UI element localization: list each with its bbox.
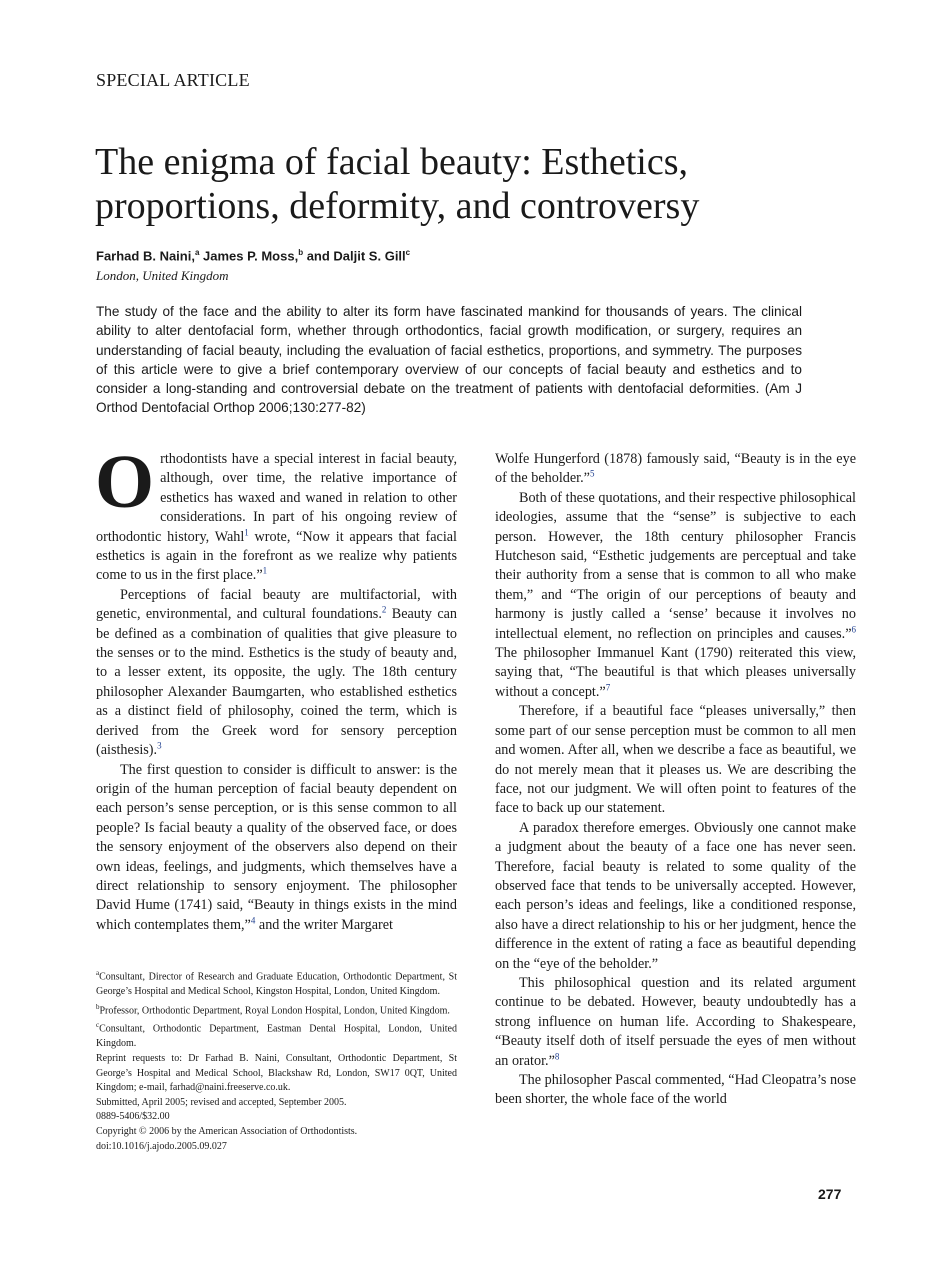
paragraph-text: wrote, “Now it appears that facial esthetics is again in the forefront as we realize why patients come to us in the first place.”: [96, 528, 457, 584]
paragraph-text: Perceptions of facial beauty are multifactorial, with genetic, environmental, and cultural foundations.: [96, 586, 457, 623]
footnote-affiliation-b: [96, 1000, 457, 1019]
paragraph-perceptions: [96, 586, 457, 761]
paragraph-first-question: [96, 761, 457, 936]
footnote-doi[interactable]: doi:10.1016/j.ajodo.2005.09.027: [96, 1140, 227, 1152]
drop-cap: O: [95, 440, 155, 524]
body-column-right: [495, 450, 856, 1110]
paragraph-continued: [495, 450, 856, 489]
paragraph-text: and the writer Margaret: [255, 916, 393, 933]
reference-link[interactable]: 5: [589, 468, 595, 479]
footnote-copyright: Copyright © 2006 by the American Association of Orthodontists.: [96, 1125, 358, 1137]
paragraph-text: The philosopher Immanuel Kant (1790) reiterated this view, saying that, “The beautiful is that which pleases universally without a concept.”: [495, 645, 856, 700]
author-naini: Farhad B. Naini,: [96, 248, 195, 264]
reference-link[interactable]: 1: [244, 526, 249, 537]
author-list: [96, 248, 410, 263]
footnote-text: Consultant, Director of Research and Graduate Education, Orthodontic Department, St George’s Hospital and Medical School, Kingston Hospital, London, United Kingdom.: [96, 971, 457, 997]
footnote-text: Professor, Orthodontic Department, Royal London Hospital, London, United Kingdom.: [99, 1004, 450, 1016]
paragraph-pascal: The philosopher Pascal commented, “Had Cleopatra’s nose been shorter, the whole face of the world: [495, 1072, 856, 1108]
footnote-submitted: Submitted, April 2005; revised and accepted, September 2005.: [96, 1096, 347, 1108]
footnote-affiliation-a: [96, 966, 457, 1000]
paragraph-quotations: [495, 489, 856, 702]
reference-link[interactable]: 3: [157, 740, 162, 751]
paragraph-text: This philosophical question and its related argument continue to be debated. However, beauty undoubtedly has a strong influence on human life. According to Shakespeare, “Beauty itself doth of itself persuade the eyes of men without an orator.”: [495, 974, 856, 1069]
abstract: The study of the face and the ability to alter its form have fascinated mankind for thousands of years. The clinical ability to alter dentofacial form, whether through orthodontics, facial growth modification, or surgery, requires an understanding of facial beauty, including the evaluation of facial esthetics, proportions, and symmetry. The purposes of this article were to give a brief contemporary overview of our concepts of facial beauty and esthetics and to consider a long-standing and controversial debate on the treatment of patients with dentofacial deformities. (Am J Orthod Dentofacial Orthop 2006;130:277-82): [96, 304, 802, 416]
article-title: The enigma of facial beauty: Esthetics, proportions, deformity, and controversy: [95, 141, 700, 227]
paragraph-text: Wolfe Hungerford (1878) famously said, “Beauty is in the eye of the beholder.”: [495, 451, 856, 487]
affiliation-mark-a: a: [194, 248, 200, 257]
author-moss: James P. Moss,: [199, 248, 299, 264]
reference-link[interactable]: 6: [851, 623, 856, 634]
reference-link[interactable]: 1: [262, 565, 268, 576]
body-column-left: [95, 440, 458, 935]
paragraph-text: Both of these quotations, and their respective philosophical ideologies, assume that the “sense” is subjective to each person. However, the 18th century philosopher Francis Hutcheson said, “Esthetic judgements are perceptual and take their authority from a sense that is common to all who make them,” and “The origin of our perceptions of beauty and harmony is justly called a ‘sense’ because it involves no intellectual element, no reflection on principles and causes.”: [495, 489, 856, 642]
reference-link[interactable]: 4: [250, 915, 256, 926]
paragraph-text: rthodontists have a special interest in facial beauty, although, over time, the relative importance of esthetics has waxed and waned in relation to other considerations. In part of his ongoing review of orthodontic history, Wahl: [96, 451, 457, 545]
footnote-mark: a: [96, 969, 100, 977]
reference-link[interactable]: 7: [605, 682, 611, 693]
footnote-reprint: Reprint requests to: Dr Farhad B. Naini, Consultant, Orthodontic Department, St George’s Hospital and Medical School, Blackshaw Rd, London, SW17 0QT, United Kingdom; e-mail, farhad@naini.freeserve.co.uk.: [96, 1052, 457, 1094]
reference-link[interactable]: 8: [554, 1050, 560, 1061]
footnote-mark: c: [96, 1021, 100, 1030]
page-number: 277: [818, 1186, 842, 1202]
affiliation-mark-c: c: [405, 248, 411, 257]
paragraph-intro: [95, 440, 457, 586]
paragraph-debate: [495, 974, 856, 1071]
footnotes: [96, 966, 457, 1154]
footnote-issn: 0889-5406/$32.00: [96, 1111, 170, 1123]
footnote-affiliation-c: [96, 1018, 457, 1052]
footnote-text: Consultant, Orthodontic Department, Eastman Dental Hospital, London, United Kingdom.: [96, 1023, 457, 1050]
paragraph-paradox: A paradox therefore emerges. Obviously one cannot make a judgment about the beauty of a face one has never seen. Therefore, facial beauty is related to some quality of the observed face that tends to be universally accepted. However, each person’s ideas and feelings, like a conditioned response, also have a direct relationship to his or her judgment, hence the difference in the extent of rating a face as beautiful depending on the “eye of the beholder.”: [495, 819, 856, 972]
affiliation-mark-b: b: [298, 248, 304, 257]
paragraph-text: Beauty can be defined as a combination of qualities that give pleasure to the senses or to the mind. Esthetics is the study of beauty and, to a lesser extent, its opposite, the ugly. The 18th century philosopher Alexander Baumgarten, who established esthetics as a distinct field of philosophy, coined the term, which is derived from the Greek word for sensory perception (aisthesis).: [96, 606, 458, 759]
paragraph-text: The first question to consider is difficult to answer: is the origin of the human perception of facial beauty dependent on each person’s sense perception, or is this sense common to all people? Is facial beauty a quality of the observed face, or does the sensory enjoyment of the observers also depend on their own ideas, feelings, and judgments, which themselves have a direct relationship to sensory enjoyment. The philosopher David Hume (1741) said, “Beauty in things exists in the mind which contemplates them,”: [96, 761, 457, 933]
section-label: SPECIAL ARTICLE: [96, 70, 250, 90]
author-gill: and Daljit S. Gill: [303, 248, 406, 264]
author-location: London, United Kingdom: [96, 268, 229, 283]
reference-link[interactable]: 2: [381, 604, 387, 615]
paragraph-pleases-universally: Therefore, if a beautiful face “pleases universally,” then some part of our sense perception must be common to all men and women. After all, when we describe a face as beautiful, we do not merely mean that it pleases us. We are describing the face, not our judgment. We will often point to features of the face to back up our statement.: [495, 703, 856, 817]
footnote-mark: b: [96, 1002, 100, 1011]
